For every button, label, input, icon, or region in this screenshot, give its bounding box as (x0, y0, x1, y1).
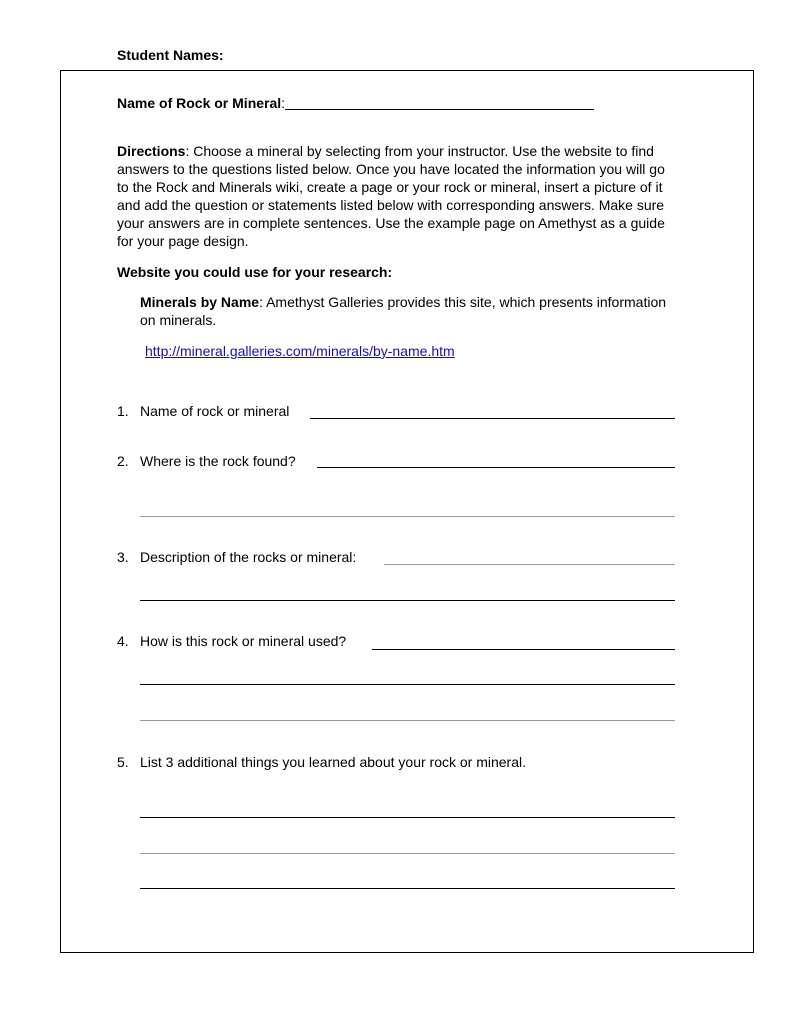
answer-line-2b[interactable] (140, 516, 675, 517)
question-4 (117, 633, 346, 649)
website-site-desc: : Amethyst Galleries provides this site, which presents information on minerals. (140, 294, 667, 328)
question-text: How is this rock or mineral used? (140, 633, 347, 649)
question-number: 5. (117, 754, 129, 770)
rock-name-field (117, 95, 594, 111)
answer-line-3a[interactable] (384, 564, 675, 565)
answer-line-5a[interactable] (140, 817, 675, 818)
question-1 (117, 403, 289, 419)
website-description (140, 293, 670, 329)
question-number: 2. (117, 453, 129, 469)
website-link[interactable]: http://mineral.galleries.com/minerals/by-name.htm (145, 343, 455, 359)
answer-line-5b[interactable] (140, 853, 675, 854)
student-names-label: Student Names: (117, 47, 224, 63)
question-text: Description of the rocks or mineral: (140, 549, 357, 565)
question-text: Name of rock or mineral (140, 403, 290, 419)
question-5 (117, 754, 526, 770)
question-number: 1. (117, 403, 129, 419)
rock-name-colon: : (281, 95, 286, 111)
website-heading: Website you could use for your research: (117, 264, 393, 280)
rock-name-blank-line[interactable] (285, 95, 594, 110)
answer-line-1a[interactable] (310, 418, 675, 419)
answer-line-3b[interactable] (140, 600, 675, 601)
answer-line-4b[interactable] (140, 684, 675, 685)
website-site-name: Minerals by Name (140, 294, 260, 310)
question-text: List 3 additional things you learned about your rock or mineral. (140, 754, 526, 770)
question-number: 4. (117, 633, 129, 649)
answer-line-2a[interactable] (317, 467, 675, 468)
rock-name-label: Name of Rock or Mineral (117, 95, 282, 111)
answer-line-5c[interactable] (140, 888, 675, 889)
directions-text: : Choose a mineral by selecting from your instructor. Use the website to find answers to the questions listed below. Once you have located the information you will go to the Rock and Minerals wiki, create a page or your rock or mineral, insert a picture of it and add the question or statements listed below with corresponding answers. Make sure your answers are in complete sentences. Use the example page on Amethyst as a guide for your page design. (117, 143, 665, 249)
question-text: Where is the rock found? (140, 453, 296, 469)
question-3 (117, 549, 356, 565)
answer-line-4a[interactable] (372, 649, 675, 650)
directions-label: Directions (117, 143, 186, 159)
answer-line-4c[interactable] (140, 720, 675, 721)
directions-paragraph (117, 142, 677, 250)
question-number: 3. (117, 549, 129, 565)
question-2 (117, 453, 296, 469)
